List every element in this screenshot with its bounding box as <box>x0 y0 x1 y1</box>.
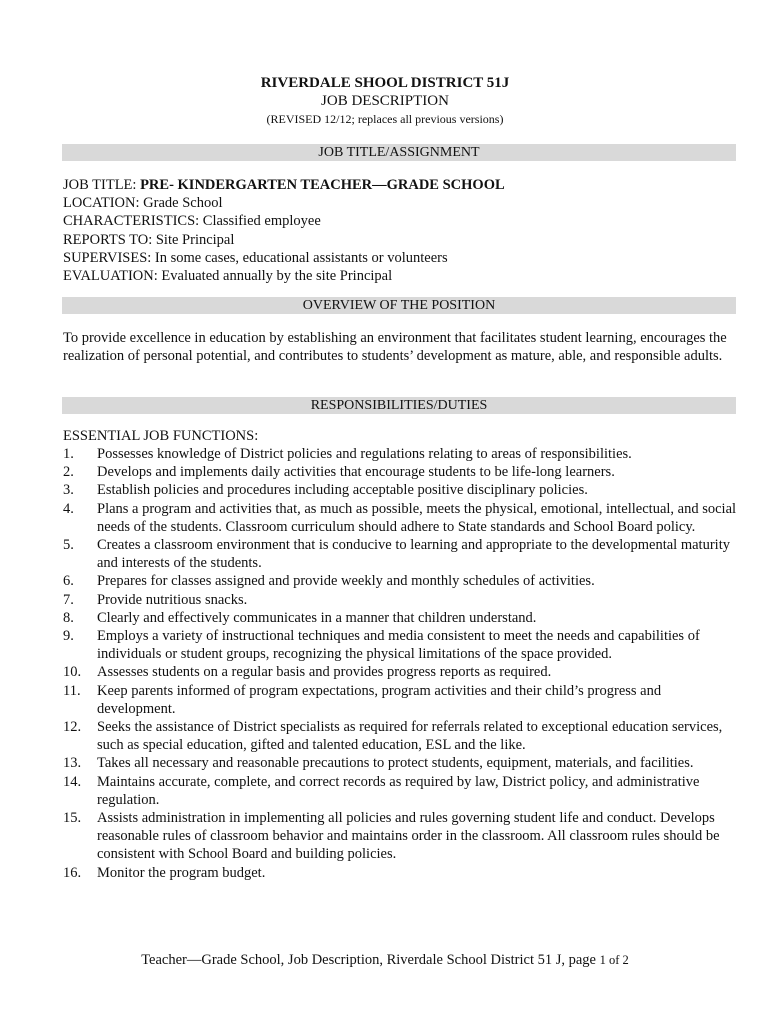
list-item <box>63 718 743 754</box>
job-title-value: PRE- KINDERGARTEN TEACHER—GRADE SCHOOL <box>140 177 505 193</box>
list-item <box>63 572 743 590</box>
list-item-number: 11. <box>63 682 81 699</box>
footer-text: Teacher—Grade School, Job Description, Riverdale School District 51 J, page <box>141 952 600 968</box>
list-item-text: Plans a program and activities that, as much as possible, meets the physical, emotional, intellectual, and social needs of the students. Classroom curriculum should adhere to State standards and School Board policy. <box>97 500 737 535</box>
list-item-text: Assists administration in implementing all policies and rules governing student life and conduct. Develops reasonable rules of classroom behavior and maintains order in the classroom. All classroom rules should be consistent with School Board and building policies. <box>97 810 720 863</box>
section-header-overview: OVERVIEW OF THE POSITION <box>62 297 736 314</box>
list-item-text: Employs a variety of instructional techniques and media consistent to meet the needs and capabilities of individuals or student groups, recognizing the physical limitations of the space provided. <box>97 628 700 663</box>
list-item-text: Keep parents informed of program expectations, program activities and their child’s progress and development. <box>97 682 662 717</box>
list-item-text: Develops and implements daily activities that encourage students to be life-long learners. <box>97 464 615 481</box>
reports-to-line: REPORTS TO: Site Principal <box>63 231 235 248</box>
list-item <box>63 809 743 864</box>
list-item-number: 16. <box>63 864 82 881</box>
list-item <box>63 591 743 609</box>
characteristics-line: CHARACTERISTICS: Classified employee <box>63 213 321 230</box>
list-item-number: 3. <box>63 482 74 499</box>
list-item-number: 1. <box>63 446 74 462</box>
list-item-text: Takes all necessary and reasonable precautions to protect students, equipment, materials, and facilities. <box>97 755 694 772</box>
job-info <box>63 176 738 285</box>
list-item-number: 10. <box>63 664 82 681</box>
list-item-text: Provide nutritious snacks. <box>97 591 248 608</box>
list-item-text: Establish policies and procedures including acceptable positive disciplinary policies. <box>97 482 588 499</box>
document-header <box>0 74 770 128</box>
list-item-number: 7. <box>63 591 74 608</box>
list-item-text: Monitor the program budget. <box>97 864 266 881</box>
list-item <box>63 864 743 882</box>
list-item-number: 9. <box>63 628 74 645</box>
section-header-responsibilities: RESPONSIBILITIES/DUTIES <box>62 397 736 414</box>
supervises-line: SUPERVISES: In some cases, educational assistants or volunteers <box>63 249 448 266</box>
list-item-number: 13. <box>63 755 82 772</box>
list-item-number: 2. <box>63 464 74 481</box>
location-line: LOCATION: Grade School <box>63 195 223 212</box>
list-item-number: 6. <box>63 573 74 590</box>
list-item-number: 15. <box>63 810 82 827</box>
list-item-text: Clearly and effectively communicates in a manner that children understand. <box>97 609 537 626</box>
list-item <box>63 663 743 681</box>
list-item <box>63 463 743 481</box>
revision-note: (REVISED 12/12; replaces all previous versions) <box>266 112 504 126</box>
overview-paragraph: To provide excellence in education by establishing an environment that facilitates student learning, encourages the realization of personal potential, and contributes to students’ development as mature, able, and responsible adults. <box>63 330 727 365</box>
section-header-job-title: JOB TITLE/ASSIGNMENT <box>62 144 736 161</box>
list-item <box>63 682 743 718</box>
list-item <box>63 536 743 572</box>
list-item-text: Prepares for classes assigned and provide weekly and monthly schedules of activities. <box>97 573 595 590</box>
list-item-number: 12. <box>63 719 82 736</box>
job-title-label: JOB TITLE: <box>63 177 137 193</box>
evaluation-line: EVALUATION: Evaluated annually by the site Principal <box>63 268 393 285</box>
job-title-line <box>63 176 738 194</box>
list-item <box>63 481 743 499</box>
list-item-number: 5. <box>63 537 74 554</box>
list-item <box>63 754 743 772</box>
list-item-text: Maintains accurate, complete, and correct records as required by law, District policy, and administrative regulation. <box>97 773 700 808</box>
district-name: RIVERDALE SHOOL DISTRICT 51J <box>260 75 510 91</box>
page-number: 1 of 2 <box>599 953 629 967</box>
list-item-number: 4. <box>63 500 74 517</box>
functions-list <box>63 445 743 882</box>
list-item-text: Seeks the assistance of District specialists as required for referrals related to exceptional education services, such as special education, gifted and talented education, ESL and the like. <box>97 719 723 754</box>
list-item-number: 8. <box>63 609 74 626</box>
functions-heading: ESSENTIAL JOB FUNCTIONS: <box>63 428 259 444</box>
list-item <box>63 773 743 809</box>
list-item-number: 14. <box>63 773 82 790</box>
list-item <box>63 445 743 463</box>
list-item <box>63 627 743 663</box>
page-footer <box>0 952 770 969</box>
list-item <box>63 500 743 536</box>
list-item-text: Creates a classroom environment that is conducive to learning and appropriate to the developmental maturity and interests of the students. <box>97 537 730 572</box>
document-type: JOB DESCRIPTION <box>321 93 449 109</box>
list-item-text: Assesses students on a regular basis and provides progress reports as required. <box>97 664 552 681</box>
list-item-text: Possesses knowledge of District policies and regulations relating to areas of responsibilities. <box>97 446 632 462</box>
list-item <box>63 609 743 627</box>
